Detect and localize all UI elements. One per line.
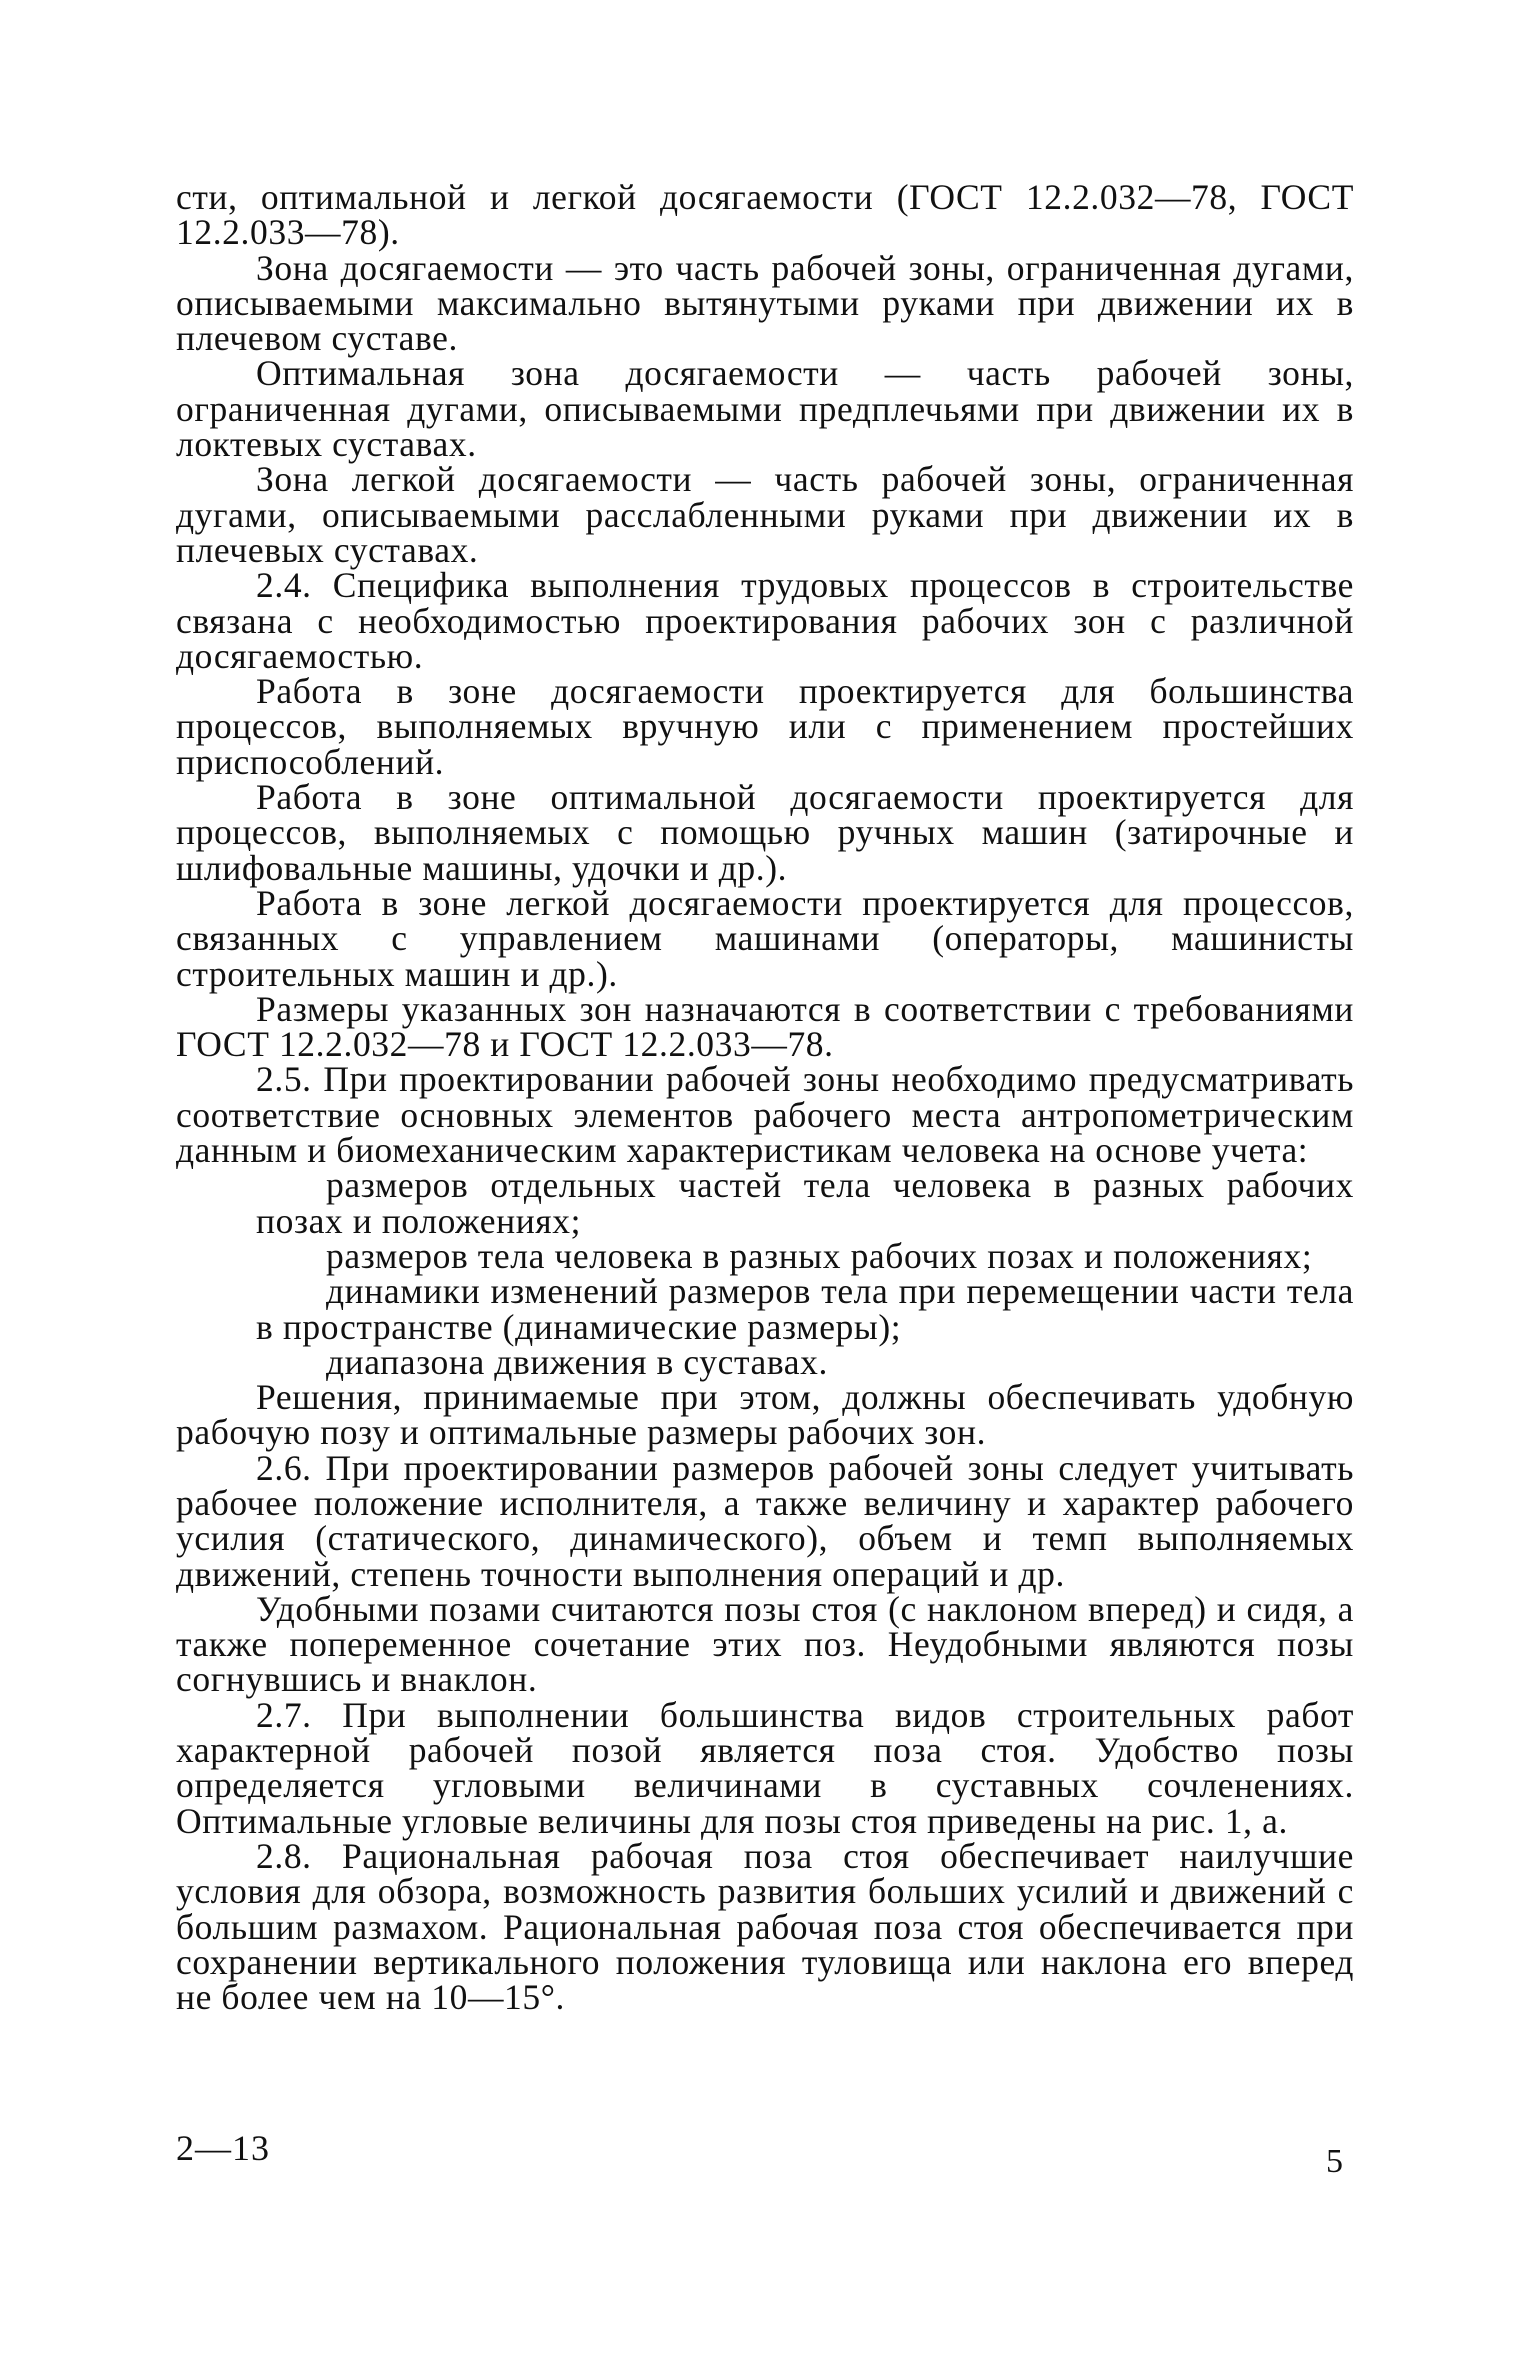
paragraph-2-6: 2.6. При проектировании размеров рабочей зоны следует учитывать рабочее положение исполнителя, а также величину и характер рабочего усилия (статического, динамического), объем и темп выполняемых движений, степень точности выполнения операций и др. — [176, 1447, 1354, 1594]
paragraph-reach-zone-definition: Зона досягаемости — это часть рабочей зоны, ограниченная дугами, описываемыми максимально вытянутыми руками при движении их в плечевом суставе. — [176, 247, 1354, 359]
paragraph-zone-sizes: Размеры указанных зон назначаются в соответствии с требованиями ГОСТ 12.2.032—78 и ГОСТ 12.2.033—78. — [176, 988, 1354, 1065]
paragraph-2-7: 2.7. При выполнении большинства видов строительных работ характерной рабочей позой является поза стоя. Удобство позы определяется угловыми величинами в суставных сочленениях. Оптимальные угловые величины для позы стоя приведены на рис. 1, а. — [176, 1694, 1354, 1841]
list-item-body-sizes: размеров тела человека в разных рабочих позах и положениях; — [326, 1235, 1313, 1276]
paragraph-reach-zone-work: Работа в зоне досягаемости проектируется для большинства процессов, выполняемых вручную или с применением простейших приспособлений. — [176, 671, 1354, 782]
list-item-body-part-sizes: размеров отдельных частей тела человека в разных рабочих позах и положениях; — [256, 1165, 1354, 1241]
page-number: 5 — [1326, 2143, 1343, 2180]
paragraph-continuation: сти, оптимальной и легкой досягаемости (ГОСТ 12.2.032—78, ГОСТ 12.2.033—78). — [176, 177, 1354, 253]
paragraph-2-4: 2.4. Специфика выполнения трудовых процессов в строительстве связана с необходимостью проектирования рабочих зон с различной досягаемостью. — [176, 565, 1354, 676]
signature-mark: 2—13 — [176, 2128, 270, 2168]
paragraph-2-5: 2.5. При проектировании рабочей зоны необходимо предусматривать соответствие основных элементов рабочего места антропометрическим данным и биомеханическим характеристикам человека на основе учета: — [176, 1059, 1354, 1171]
paragraph-easy-zone-work: Работа в зоне легкой досягаемости проектируется для процессов, связанных с управлением машинами (операторы, машинисты строительных машин и др.). — [176, 882, 1354, 994]
paragraph-2-8: 2.8. Рациональная рабочая поза стоя обеспечивает наилучшие условия для обзора, возможность развития больших усилий и движений с большим размахом. Рациональная рабочая поза стоя обеспечивается при сохранении вертикального положения туловища или наклона его вперед не более чем на 10—15°. — [176, 1835, 1354, 2018]
list-item-joint-range: диапазона движения в суставах. — [326, 1341, 828, 1382]
paragraph-comfortable-poses: Удобными позами считаются позы стоя (с наклоном вперед) и сидя, а также попеременное сочетание этих поз. Неудобными являются позы согнувшись и внаклон. — [176, 1588, 1354, 1700]
paragraph-easy-zone-definition: Зона легкой досягаемости — часть рабочей зоны, ограниченная дугами, описываемыми расслабленными руками при движении их в плечевых суставах. — [176, 459, 1354, 570]
body-text — [176, 177, 1354, 2018]
paragraph-optimal-zone-definition: Оптимальная зона досягаемости — часть рабочей зоны, ограниченная дугами, описываемыми предплечьями при движении их в локтевых суставах. — [176, 353, 1354, 465]
list-item-dynamic-sizes: динамики изменений размеров тела при перемещении части тела в пространстве (динамические размеры); — [256, 1271, 1354, 1347]
paragraph-optimal-zone-work: Работа в зоне оптимальной досягаемости проектируется для процессов, выполняемых с помощью ручных машин (затирочные и шлифовальные машины, удочки и др.). — [176, 777, 1354, 888]
paragraph-decisions: Решения, принимаемые при этом, должны обеспечивать удобную рабочую позу и оптимальные размеры рабочих зон. — [176, 1377, 1354, 1453]
